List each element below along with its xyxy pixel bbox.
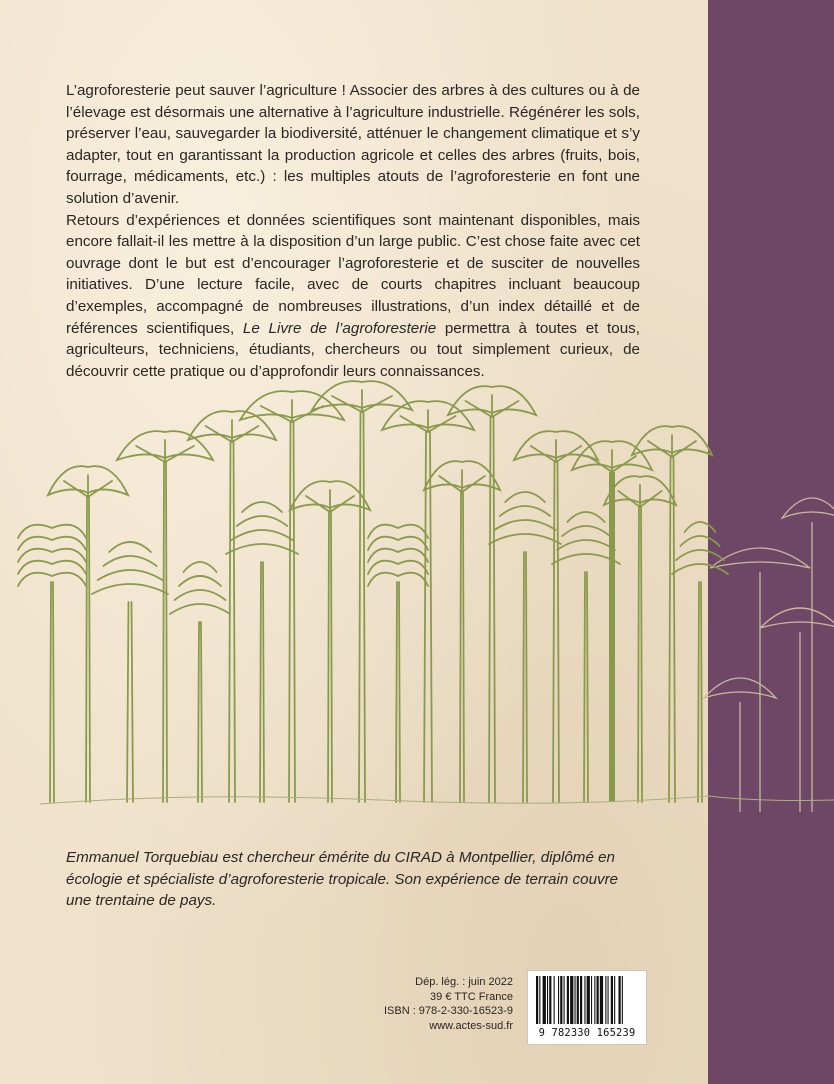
tree-trunk <box>584 572 588 802</box>
barcode-bar <box>619 976 621 1024</box>
tree-branches <box>648 435 696 457</box>
tree-branches <box>64 475 112 497</box>
barcode-digits: 9 782330 165239 <box>538 1027 636 1039</box>
faint-tree-crown <box>760 608 834 628</box>
book-title: Le Livre de l’agroforesterie <box>242 319 437 337</box>
tree-layer <box>18 381 728 802</box>
isbn: ISBN : 978-2-330-16523-9 <box>383 1005 513 1018</box>
blurb-paragraph-2-start: Retours d’expériences et données scientifiques sont maintenant disponibles, mais encore fallait-il les mettre à la disposition d’un large public. C’est chose faite avec cet ouvrage dont le but est d’encourager l’agroforesterie et de susciter de nouvelles initiatives. D’une lecture facile, avec de courts chapitres incluant beaucoup d’exemples, accompagné de nombreuses illustrations, d’un index détaillé et de références scientifiques, <box>66 211 640 337</box>
barcode-bar <box>600 976 603 1024</box>
tree-crown <box>226 502 298 554</box>
tree-trunk <box>523 552 527 802</box>
barcode-bar <box>560 976 562 1024</box>
tree-trunk <box>460 492 464 802</box>
barcode-bar <box>622 976 623 1024</box>
barcode-bar <box>549 976 551 1024</box>
author-bio: Emmanuel Torquebiau est chercheur émérite du CIRAD à Montpellier, diplômé en écologie et spécialiste d’agroforesterie tropicale. Son expérience de terrain couvre une trentaine de pays. <box>66 849 619 910</box>
tree-branches <box>206 420 259 442</box>
barcode-bar <box>575 976 576 1024</box>
tree-crown <box>368 525 428 586</box>
faint-tree-layer <box>704 498 834 812</box>
ground-line <box>40 796 834 804</box>
tree-trunk <box>609 472 615 802</box>
barcode-bar <box>587 976 590 1024</box>
website-link[interactable]: www.actes-sud.fr <box>429 1019 513 1032</box>
barcode-bar <box>543 976 546 1024</box>
tree-crown <box>18 525 86 586</box>
blurb-paragraph-2-end: permettra à toutes et tous, agriculteurs, techniciens, étudiants, chercheurs ou tout simplement curieux, de découvrir cette pratique ou d’approfondir leurs connaissances. <box>66 319 640 380</box>
barcode-bar <box>580 976 582 1024</box>
tree-trunk <box>553 462 559 802</box>
blurb-paragraph-1: L’agroforesterie peut sauver l’agriculture ! Associer des arbres à des cultures ou à de l’élevage est désormais une alternative à l’agriculture industrielle. Régénérer les sols, préserver l’eau, sauvegarder la biodiversité, atténuer le changement climatique et s’y adapter, tout en garantissant la production agricole et celles des arbres (fruits, bois, fourrage, médicaments, etc.) : les multiples atouts de l’agroforesterie en font une solution d’avenir. <box>66 82 640 207</box>
barcode-bar <box>547 976 548 1024</box>
tree-trunk <box>396 582 400 802</box>
barcode-bars <box>534 976 640 1026</box>
barcode-bar <box>536 976 538 1024</box>
tree-trunk <box>50 582 54 802</box>
faint-tree-crown <box>782 498 834 518</box>
tree-trunk <box>328 512 332 802</box>
barcode-bar <box>554 976 555 1024</box>
tree-trunk <box>289 422 295 802</box>
barcode-bar <box>611 976 613 1024</box>
barcode-bar <box>591 976 592 1024</box>
tree-branches <box>306 490 354 512</box>
barcode-bar <box>577 976 579 1024</box>
barcode-bar <box>594 976 595 1024</box>
tree-branches <box>400 410 455 432</box>
tree-trunk <box>359 412 365 802</box>
tree-branches <box>332 390 392 412</box>
tree-crown <box>92 542 168 594</box>
tree-branches <box>261 400 323 422</box>
tree-trunk <box>86 497 90 802</box>
barcode-bar <box>564 976 565 1024</box>
tree-branches <box>531 440 581 462</box>
faint-tree-crown <box>710 548 810 568</box>
barcode-bar <box>597 976 599 1024</box>
tree-trunk <box>163 462 167 802</box>
tree-branches <box>136 440 194 462</box>
tree-crown <box>489 492 561 544</box>
tree-branches <box>439 470 485 492</box>
barcode-bar <box>539 976 540 1024</box>
tree-crown <box>170 562 230 614</box>
faint-tree-crown <box>704 678 776 698</box>
tree-trunk <box>669 457 675 802</box>
barcode-bar <box>608 976 609 1024</box>
price: 39 € TTC France <box>430 990 513 1003</box>
tree-trunk <box>698 582 702 802</box>
blurb-paragraph-2 <box>66 210 640 383</box>
back-cover-blurb <box>66 80 640 382</box>
tree-trunk <box>260 562 264 802</box>
barcode-bar <box>614 976 615 1024</box>
legal-deposit: Dép. lég. : juin 2022 <box>415 976 513 988</box>
legal-info <box>380 975 513 1033</box>
barcode-bar <box>570 976 573 1024</box>
barcode-bar <box>605 976 606 1024</box>
tree-trunk <box>638 507 642 802</box>
forest-illustration <box>0 372 834 852</box>
barcode <box>527 970 647 1045</box>
tree-trunk <box>198 622 202 802</box>
tree-trunk <box>229 442 235 802</box>
barcode-bar <box>584 976 585 1024</box>
barcode-bar <box>567 976 569 1024</box>
tree-branches <box>466 395 519 417</box>
tree-trunk <box>127 602 133 802</box>
barcode-bar <box>558 976 559 1024</box>
tree-branches <box>618 485 661 507</box>
